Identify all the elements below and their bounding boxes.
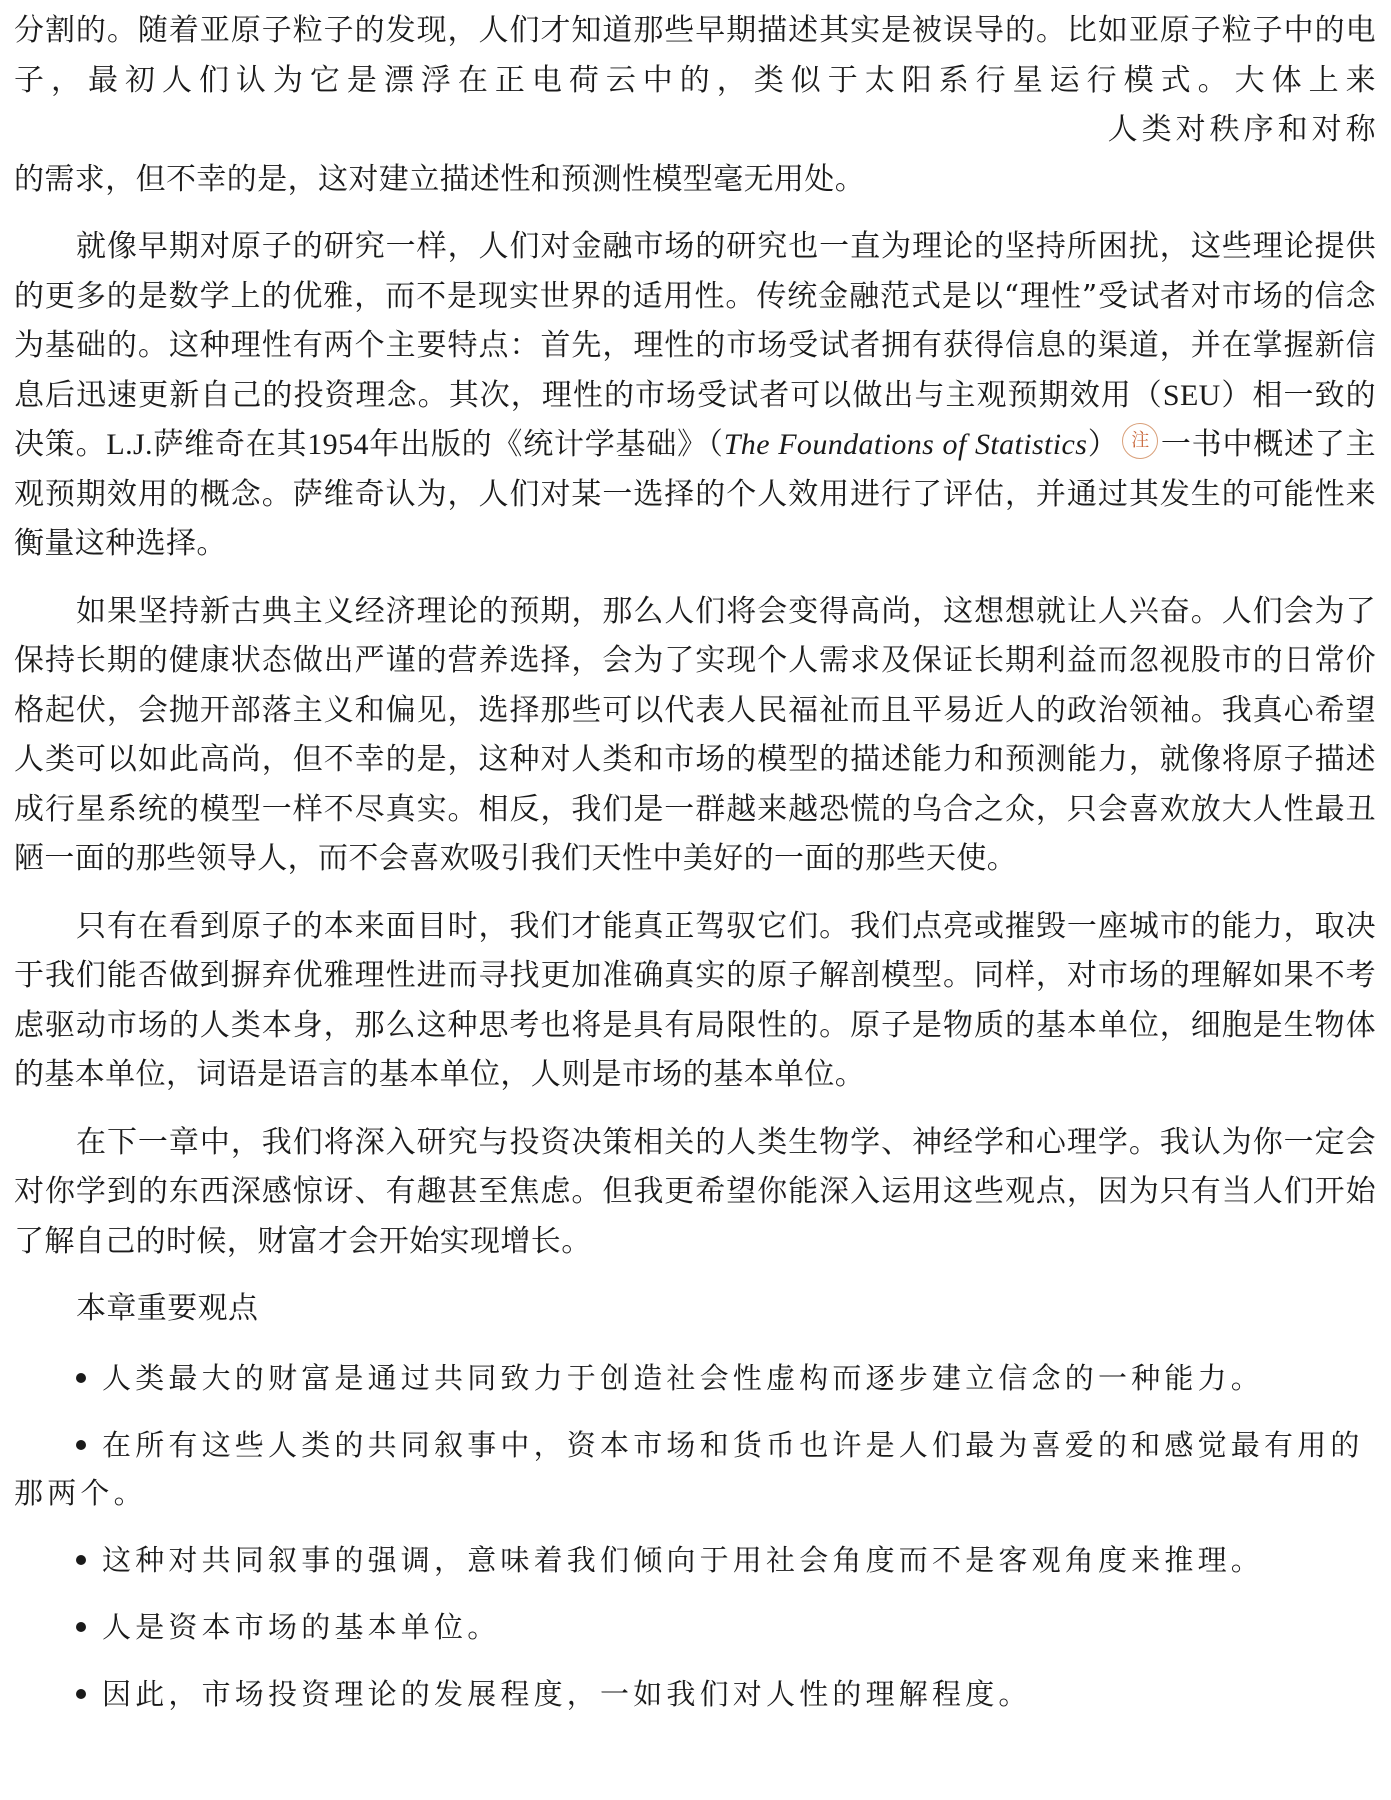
author-initials: L.J. <box>106 428 153 461</box>
list-item-text: 人是资本市场的基本单位。 <box>102 1609 501 1644</box>
list-item-text: 在所有这些人类的共同叙事中，资本市场和货币也许是人们最为喜爱的和感觉最有用的那两个。 <box>14 1427 1364 1510</box>
bullet-icon <box>76 1689 86 1699</box>
list-item <box>14 1421 1376 1517</box>
paragraph-text: 人类对秩序和对称的需求，但不幸的是，这对建立描述性和预测性模型毫无用处。 <box>14 112 1376 197</box>
paragraph-text: ） <box>1087 427 1119 462</box>
key-points-heading: 本章重要观点 <box>76 1291 259 1326</box>
paragraph-text: 分割的。随着亚原子粒子的发现，人们才知道那些早期描述其实是被误导的。比如亚原子粒子中的电子，最初人们认为它是漂浮在正电荷云中的，类似于太阳系行星运行模式。大体上来 <box>14 13 1376 98</box>
paragraph-text: 一书中概述了主观预期效用的概念。萨维奇认为，人们对某一选择的个人效用进行了评估，并通过其发生的可能性来衡量这种选择。 <box>14 427 1376 561</box>
bullet-icon <box>76 1373 86 1383</box>
list-item-text: 人类最大的财富是通过共同致力于创造社会性虚构而逐步建立信念的一种能力。 <box>102 1360 1265 1395</box>
list-item <box>14 1603 1376 1651</box>
document-page <box>14 6 1376 1737</box>
bullet-icon <box>76 1622 86 1632</box>
list-item <box>14 1354 1376 1402</box>
list-item-text: 因此，市场投资理论的发展程度，一如我们对人性的理解程度。 <box>102 1676 1032 1711</box>
list-item-text: 这种对共同叙事的强调，意味着我们倾向于用社会角度而不是客观角度来推理。 <box>102 1542 1265 1577</box>
paragraph-neoclassical: 如果坚持新古典主义经济理论的预期，那么人们将会变得高尚，这想想就让人兴奋。人们会为了保持长期的健康状态做出严谨的营养选择，会为了实现个人需求及保证长期利益而忽视股市的日常价格起伏，会抛开部落主义和偏见，选择那些可以代表人民福祉而且平易近人的政治领袖。我真心希望人类可以如此高尚，但不幸的是，这种对人类和市场的模型的描述能力和预测能力，就像将原子描述成行星系统的模型一样不尽真实。相反，我们是一群越来越恐慌的乌合之众，只会喜欢放大人性最丑陋一面的那些领导人，而不会喜欢吸引我们天性中美好的一面的那些天使。 <box>14 593 1376 876</box>
publication-year: 1954 <box>307 428 369 461</box>
paragraph-atom-mastery: 只有在看到原子的本来面目时，我们才能真正驾驭它们。我们点亮或摧毁一座城市的能力，取决于我们能否做到摒弃优雅理性进而寻找更加准确真实的原子解剖模型。同样，对市场的理解如果不考虑驱动市场的人类本身，那么这种思考也将是具有局限性的。原子是物质的基本单位，细胞是生物体的基本单位，词语是语言的基本单位，人则是市场的基本单位。 <box>14 908 1376 1092</box>
bullet-icon <box>76 1555 86 1565</box>
paragraph-finance-theory <box>14 222 1376 569</box>
paragraph-text: 萨维奇在其 <box>152 427 308 462</box>
paragraph-text: ）相一致的决策。 <box>14 377 1376 462</box>
key-points-list <box>14 1354 1376 1718</box>
abbreviation-seu: SEU <box>1162 378 1221 412</box>
paragraph-text: 就像早期对原子的研究一样，人们对金融市场的研究也一直为理论的坚持所困扰，这些理论提供的更多的是数学上的优雅，而不是现实世界的适用性。传统金融范式是以“理性”受试者对市场的信念为基础的。这种理性有两个主要特点：首先，理性的市场受试者拥有获得信息的渠道，并在掌握新信息后迅速更新自己的投资理念。其次，理性的市场受试者可以做出与主观预期效用（ <box>14 229 1376 413</box>
paragraph-atom-models <box>14 6 1376 204</box>
list-item <box>14 1670 1376 1718</box>
list-item <box>14 1536 1376 1584</box>
text-gap <box>14 138 1104 139</box>
footnote-marker-icon[interactable]: 注 <box>1122 423 1158 459</box>
bullet-icon <box>76 1440 86 1450</box>
paragraph-next-chapter: 在下一章中，我们将深入研究与投资决策相关的人类生物学、神经学和心理学。我认为你一定会对你学到的东西深感惊讶、有趣甚至焦虑。但我更希望你能深入运用这些观点，因为只有当人们开始了解自己的时候，财富才会开始实现增长。 <box>14 1124 1376 1259</box>
book-title-english: The Foundations of Statistics <box>723 428 1088 461</box>
paragraph-text: 年出版的《统计学基础》（ <box>368 427 724 462</box>
